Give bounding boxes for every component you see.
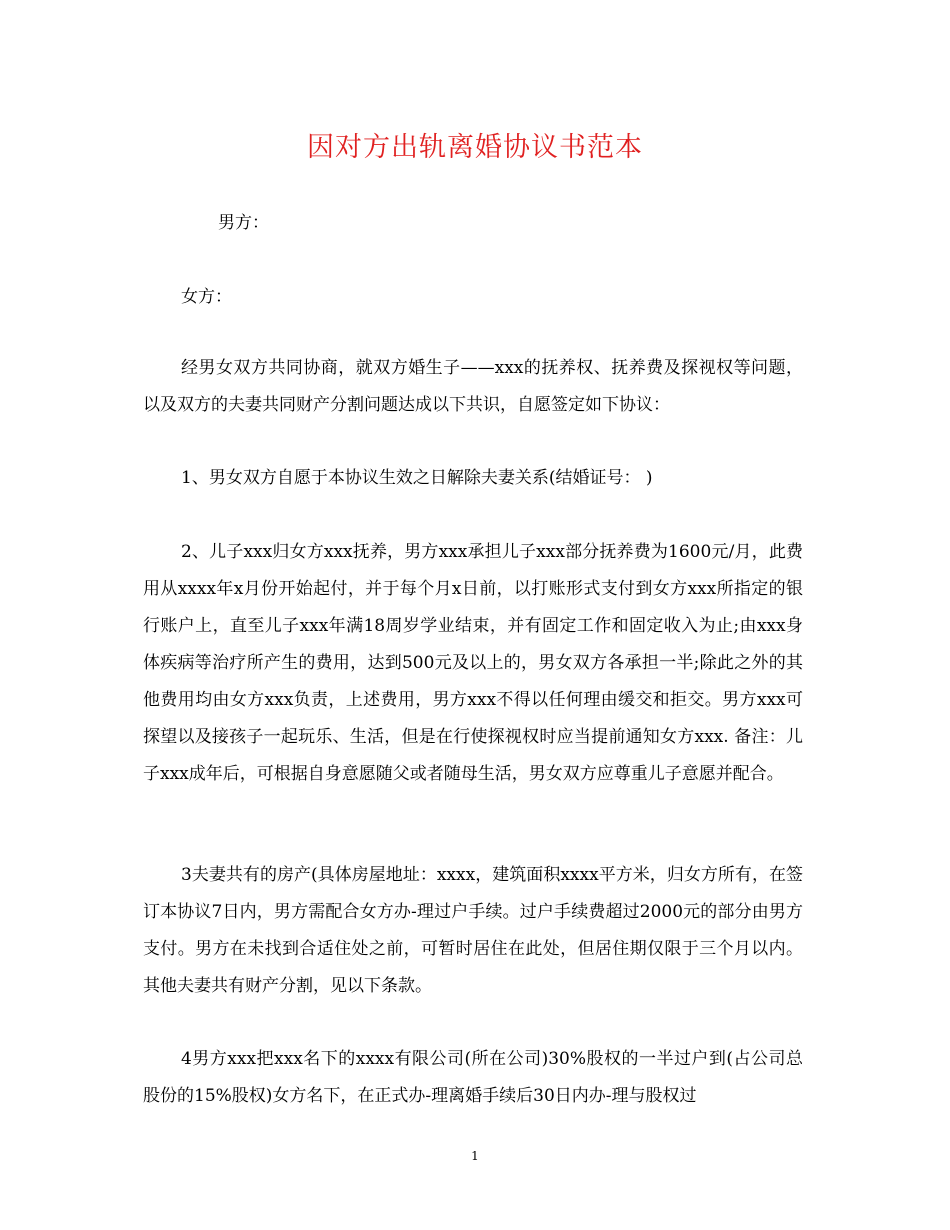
female-party-label: 女方： (181, 287, 232, 307)
paragraph-clause-4: 4男方xxx把xxx名下的xxxx有限公司(所在公司)30%股权的一半过户到(占公司总股份的15%股权)女方名下，在正式办-理离婚手续后30日内办-理与股权过 (143, 1049, 803, 1106)
paragraph-clause-2: 2、儿子xxx归女方xxx抚养，男方xxx承担儿子xxx部分抚养费为1600元/月，此费用从xxxx年x月份开始起付，并于每个月x日前，以打账形式支付到女方xxx所指定的银行账户上，直至儿子xxx年满18周岁学业结束，并有固定工作和固定收入为止;由xxx身体疾病等治疗所产生的费用，达到500元及以上的，男女双方各承担一半;除此之外的其他费用均由女方xxx负责，上述费用，男方xxx不得以任何理由缓交和拒交。男方xxx可探望以及接孩子一起玩乐、生活，但是在行使探视权时应当提前通知女方xxx. 备注：儿子xxx成年后，可根据自身意愿随父或者随母生活，男女双方应尊重儿子意愿并配合。 (143, 542, 803, 784)
paragraph-preamble: 经男女双方共同协商，就双方婚生子——xxx的抚养权、抚养费及探视权等问题，以及双方的夫妻共同财产分割问题达成以下共识，自愿签定如下协议： (143, 358, 803, 415)
male-party-label: 男方： (218, 213, 269, 233)
page-number: 1 (471, 1149, 479, 1163)
paragraph-clause-3: 3夫妻共有的房产(具体房屋地址：xxxx，建筑面积xxxx平方米，归女方所有，在签订本协议7日内，男方需配合女方办-理过户手续。过户手续费超过2000元的部分由男方支付。男方在未找到合适住处之前，可暂时居住在此处，但居住期仅限于三个月以内。其他夫妻共有财产分割，见以下条款。 (143, 865, 803, 996)
paragraph-clause-1: 1、男女双方自愿于本协议生效之日解除夫妻关系(结婚证号： ) (181, 468, 653, 488)
document-title: 因对方出轨离婚协议书范本 (307, 132, 643, 163)
